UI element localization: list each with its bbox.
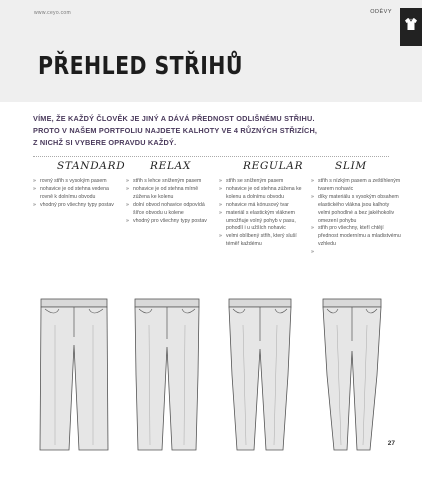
section-tab <box>400 8 422 46</box>
feature-item: » nohavice je od stehna zúžena ke kolenu a dolnímu obvodu <box>219 186 309 202</box>
intro-line: Z NICHŽ SI VYBERE OPRAVDU KAŽDÝ. <box>33 138 177 147</box>
intro-text <box>33 113 383 149</box>
feature-item: » nohavice má kónusový tvar <box>219 202 309 210</box>
feature-item: » rovný střih s vysokým pasem <box>33 178 123 186</box>
shirt-icon <box>404 17 418 31</box>
standard-pants-illustration <box>35 295 113 455</box>
feature-item: » střih pro všechny, kteří chtějí přednost modernímu a mladistvému vzhledu <box>311 225 401 249</box>
section-label: ODĚVY <box>370 9 392 15</box>
feature-item: » vhodný pro všechny typy postav <box>126 218 216 226</box>
feature-item: » střih se sníženým pasem <box>219 178 309 186</box>
fit-title: STANDARD <box>57 160 126 172</box>
regular-pants-illustration <box>221 295 299 455</box>
feature-list <box>219 178 309 249</box>
fit-title: SLIM <box>335 160 367 172</box>
feature-item: » nohavice je od stehna vedena rovně k dolnímu obvodu <box>33 186 123 202</box>
feature-item: » vhodný pro všechny typy postav <box>33 202 123 210</box>
site-url[interactable]: www.ceyo.com <box>34 10 71 16</box>
page-number: 27 <box>387 440 395 447</box>
intro-line: PROTO V NAŠEM PORTFOLIU NAJDETE KALHOTY VE 4 RŮZNÝCH STŘIZÍCH, <box>33 126 318 135</box>
intro-line: VÍME, ŽE KAŽDÝ ČLOVĚK JE JINÝ A DÁVÁ PŘEDNOST ODLIŠNÉMU STŘIHU. <box>33 114 315 123</box>
fit-column-slim <box>311 160 401 249</box>
fit-title: RELAX <box>150 160 192 172</box>
feature-list <box>311 178 401 249</box>
slim-pants-illustration <box>313 295 391 455</box>
divider <box>33 156 389 157</box>
feature-item: » dolní obvod nohavice odpovídá šířce obvodu u kolene <box>126 202 216 218</box>
relax-pants-illustration <box>128 295 206 455</box>
fit-column-standard <box>33 160 126 210</box>
feature-list <box>33 178 123 210</box>
feature-item: » střih s nízkým pasem a zeštíhleným tvarem nohavic <box>311 178 401 194</box>
feature-item: » díky materiálu s vysokým obsahem elastického vlákna jsou kalhoty velmi pohodlné a bez jakéhokoliv omezení pohybu <box>311 194 401 226</box>
feature-item: » nohavice je od stehna mírně zúžena ke kolenu <box>126 186 216 202</box>
feature-item: » materiál s elastickým vláknem umožňuje volný pohyb v pasu, pohodlí i u užších nohavic <box>219 210 309 234</box>
fit-title: REGULAR <box>243 160 304 172</box>
feature-item: » velmi oblíbený střih, který sluší téměř každému <box>219 233 309 249</box>
feature-item: » střih s lehce sníženým pasem <box>126 178 216 186</box>
fit-column-relax <box>126 160 216 225</box>
fit-column-regular <box>219 160 309 249</box>
feature-list <box>126 178 216 225</box>
page-title: PŘEHLED STŘIHŮ <box>38 51 243 80</box>
